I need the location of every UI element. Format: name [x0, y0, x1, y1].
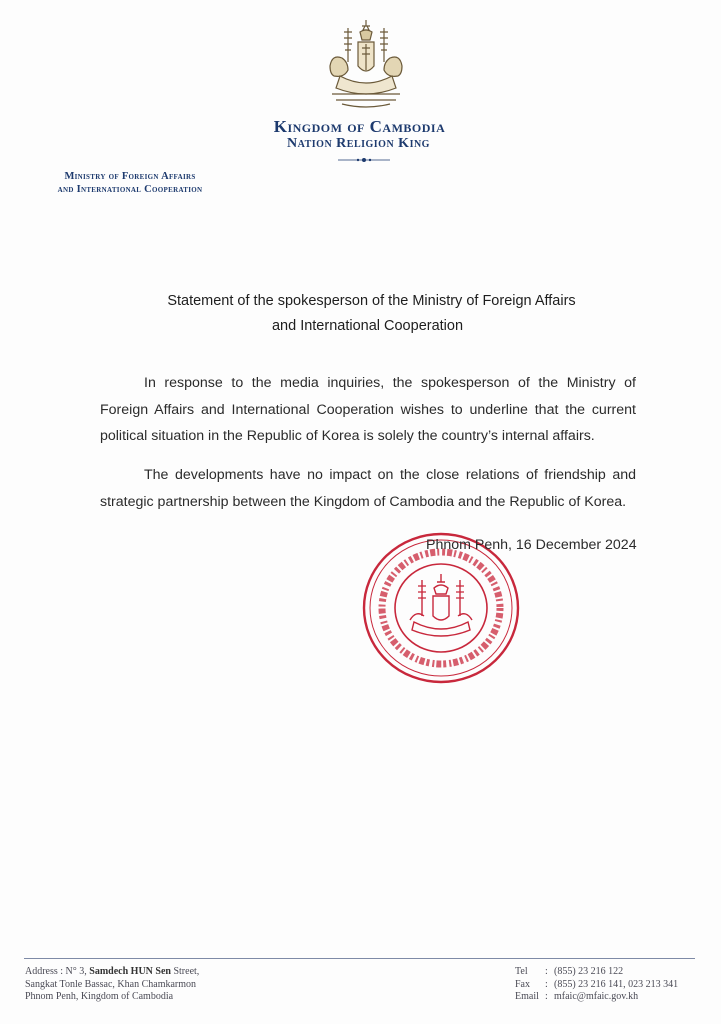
contact-tel: Tel : (855) 23 216 122	[515, 966, 624, 977]
tel-value: (855) 23 216 122	[554, 966, 624, 977]
statement-paragraph-2	[100, 462, 636, 515]
address-line2: Sangkat Tonle Bassac, Khan Chamkarmon	[25, 978, 197, 990]
ornamental-divider	[338, 157, 390, 163]
footer-address	[25, 966, 199, 1004]
statement-paragraph-1	[100, 370, 636, 450]
fax-value: (855) 23 216 141, 023 213 341	[554, 978, 679, 990]
paragraph-1-text: In response to the media inquiries, the spokesperson of the Ministry of Foreign Affairs and International Cooperation wishes to underline that the current political situation in the Republic of Korea is solely the country’s internal affairs.	[100, 375, 636, 444]
address-line3: Phnom Penh, Kingdom of Cambodia	[25, 991, 174, 1002]
address-street-suffix: Street,	[170, 966, 200, 977]
ministry-name-line2: and International Cooperation	[57, 184, 203, 195]
ministry-name	[30, 170, 230, 196]
place-and-date: Phnom Penh, 16 December 2024	[426, 537, 637, 553]
ministry-name-line1: Ministry of Foreign Affairs	[64, 171, 196, 182]
address-street: Samdech HUN Sen	[89, 966, 171, 977]
tel-label: Tel	[515, 966, 528, 977]
email-value: mfaic@mfaic.gov.kh	[554, 991, 639, 1002]
national-motto: Nation Religion King	[287, 136, 430, 151]
paragraph-2-text: The developments have no impact on the close relations of friendship and strategic partnership between the Kingdom of Cambodia and the Republic of Korea.	[100, 467, 636, 510]
royal-emblem-icon	[318, 18, 414, 110]
footer-contact	[515, 966, 678, 1004]
fax-label: Fax	[515, 978, 530, 990]
email-label: Email	[515, 991, 539, 1002]
kingdom-title: Kingdom of Cambodia	[273, 117, 446, 136]
contact-fax: Fax : (855) 23 216 141, 023 213 341	[515, 978, 679, 990]
footer-divider	[24, 958, 695, 959]
statement-title-line2: and International Cooperation	[271, 318, 464, 334]
address-line1	[25, 966, 199, 979]
statement-title-line1: Statement of the spokesperson of the Ministry of Foreign Affairs	[167, 293, 576, 309]
address-label: Address : N° 3,	[25, 966, 90, 977]
contact-email: Email : mfaic@mfaic.gov.kh	[515, 991, 639, 1002]
official-seal-icon	[360, 530, 522, 686]
